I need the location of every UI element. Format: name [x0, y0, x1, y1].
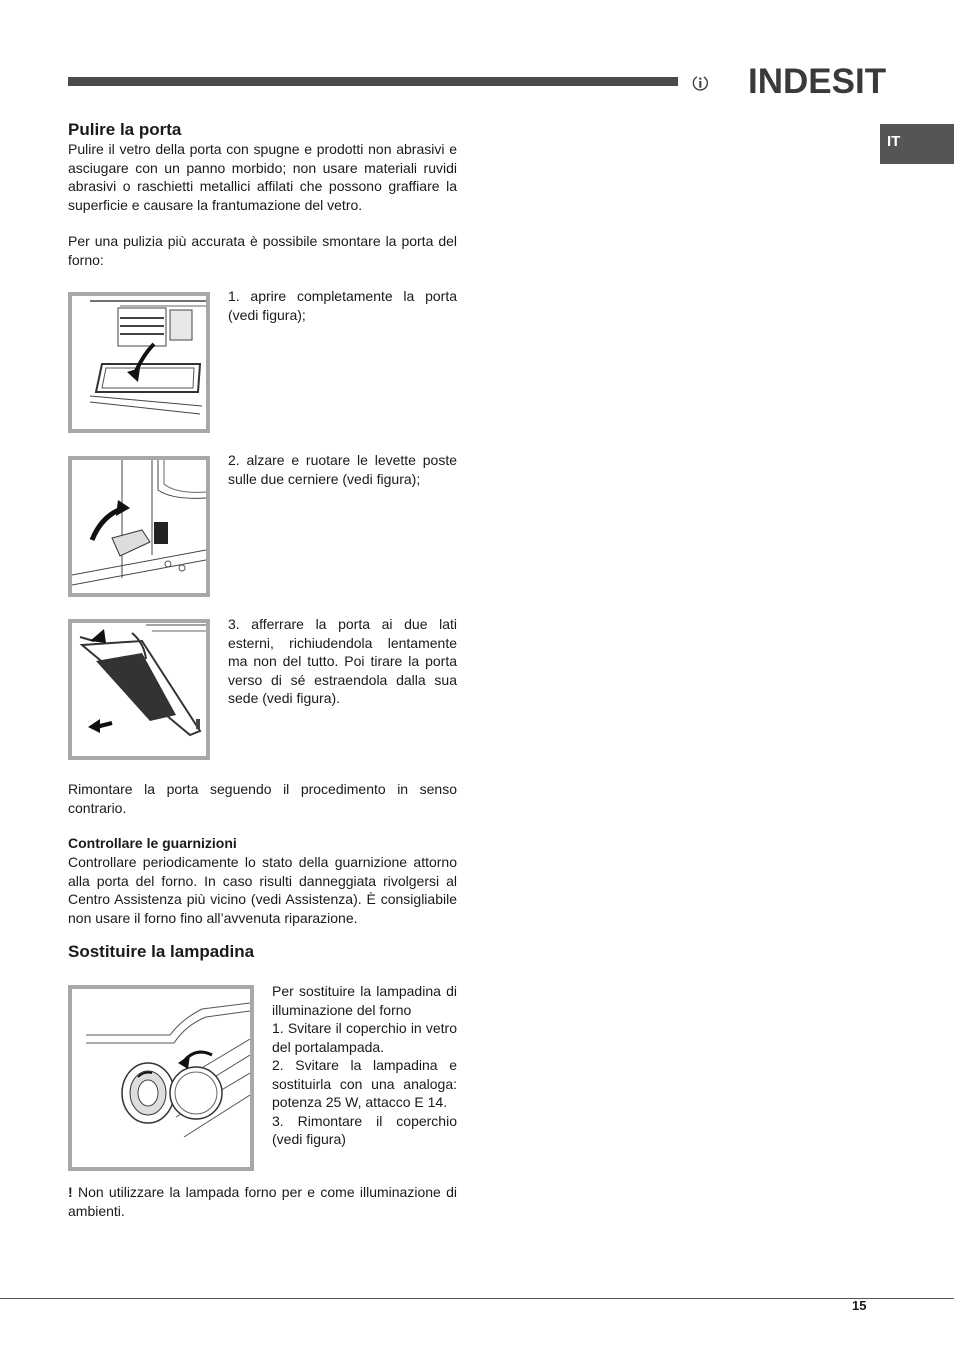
gaskets-title: Controllare le guarnizioni — [68, 835, 237, 851]
footer-rule — [0, 1298, 954, 1299]
oven-open-door-illustration — [72, 296, 206, 429]
lamp-instructions — [272, 982, 457, 1149]
section-title-clean-door: Pulire la porta — [68, 120, 182, 139]
lamp-intro: Per sostituire la lampadina di illuminazione del forno — [272, 983, 457, 1018]
indesit-logo-icon — [692, 58, 752, 108]
figure-lamp — [68, 985, 254, 1171]
lamp-warning — [68, 1183, 457, 1220]
step-3-text: 3. afferrare la porta ai due lati esterni, richiudendola lentamente ma non del tutto. Poi tirare la porta verso di sé estraendola dalla sua sede (vedi figura). — [228, 616, 457, 706]
gaskets-paragraph: Controllare periodicamente lo stato della guarnizione attorno alla porta del forno. In caso risulti danneggiata rivolgersi al Centro Assistenza più vicino (vedi Assistenza). È consigliabile non usare il forno fino all’avvenuta riparazione. — [68, 854, 457, 926]
dismount-door-paragraph: Per una pulizia più accurata è possibile smontare la porta del forno: — [68, 233, 457, 268]
brand-logo-text: INDESIT — [748, 62, 887, 101]
figure-open-door — [68, 292, 210, 433]
clean-door-paragraph: Pulire il vetro della porta con spugne e prodotti non abrasivi e asciugare con un panno morbido; non usare materiali ruvidi abrasivi o raschietti metallici affilati che possono graffiare la superficie e causare la frantumazione del vetro. — [68, 141, 457, 213]
reassemble-door-paragraph: Rimontare la porta seguendo il procedimento in senso contrario. — [68, 781, 457, 816]
remove-door-illustration — [72, 623, 206, 756]
header-rule — [68, 77, 678, 86]
step-2-text: 2. alzare e ruotare le levette poste sulle due cerniere (vedi figura); — [228, 452, 457, 487]
lamp-step-1: 1. Svitare il coperchio in vetro del portalampada. — [272, 1020, 457, 1055]
lamp-replacement-illustration — [72, 989, 250, 1167]
lamp-step-3: 3. Rimontare il coperchio (vedi figura) — [272, 1112, 457, 1147]
page-number: 15 — [852, 1298, 867, 1313]
warning-mark: ! — [68, 1184, 73, 1200]
language-tab: IT — [880, 124, 954, 164]
lamp-step-2: 2. Svitare la lampadina e sostituirla con una analoga: potenza 25 W, attacco E 14. — [272, 1057, 457, 1110]
section-title-replace-lamp: Sostituire la lampadina — [68, 942, 255, 961]
figure-hinge-lever — [68, 456, 210, 597]
step-1-text: 1. aprire completamente la porta (vedi figura); — [228, 288, 457, 323]
figure-remove-door — [68, 619, 210, 760]
warning-text: Non utilizzare la lampada forno per e come illuminazione di ambienti. — [68, 1184, 457, 1219]
hinge-lever-illustration — [72, 460, 206, 593]
